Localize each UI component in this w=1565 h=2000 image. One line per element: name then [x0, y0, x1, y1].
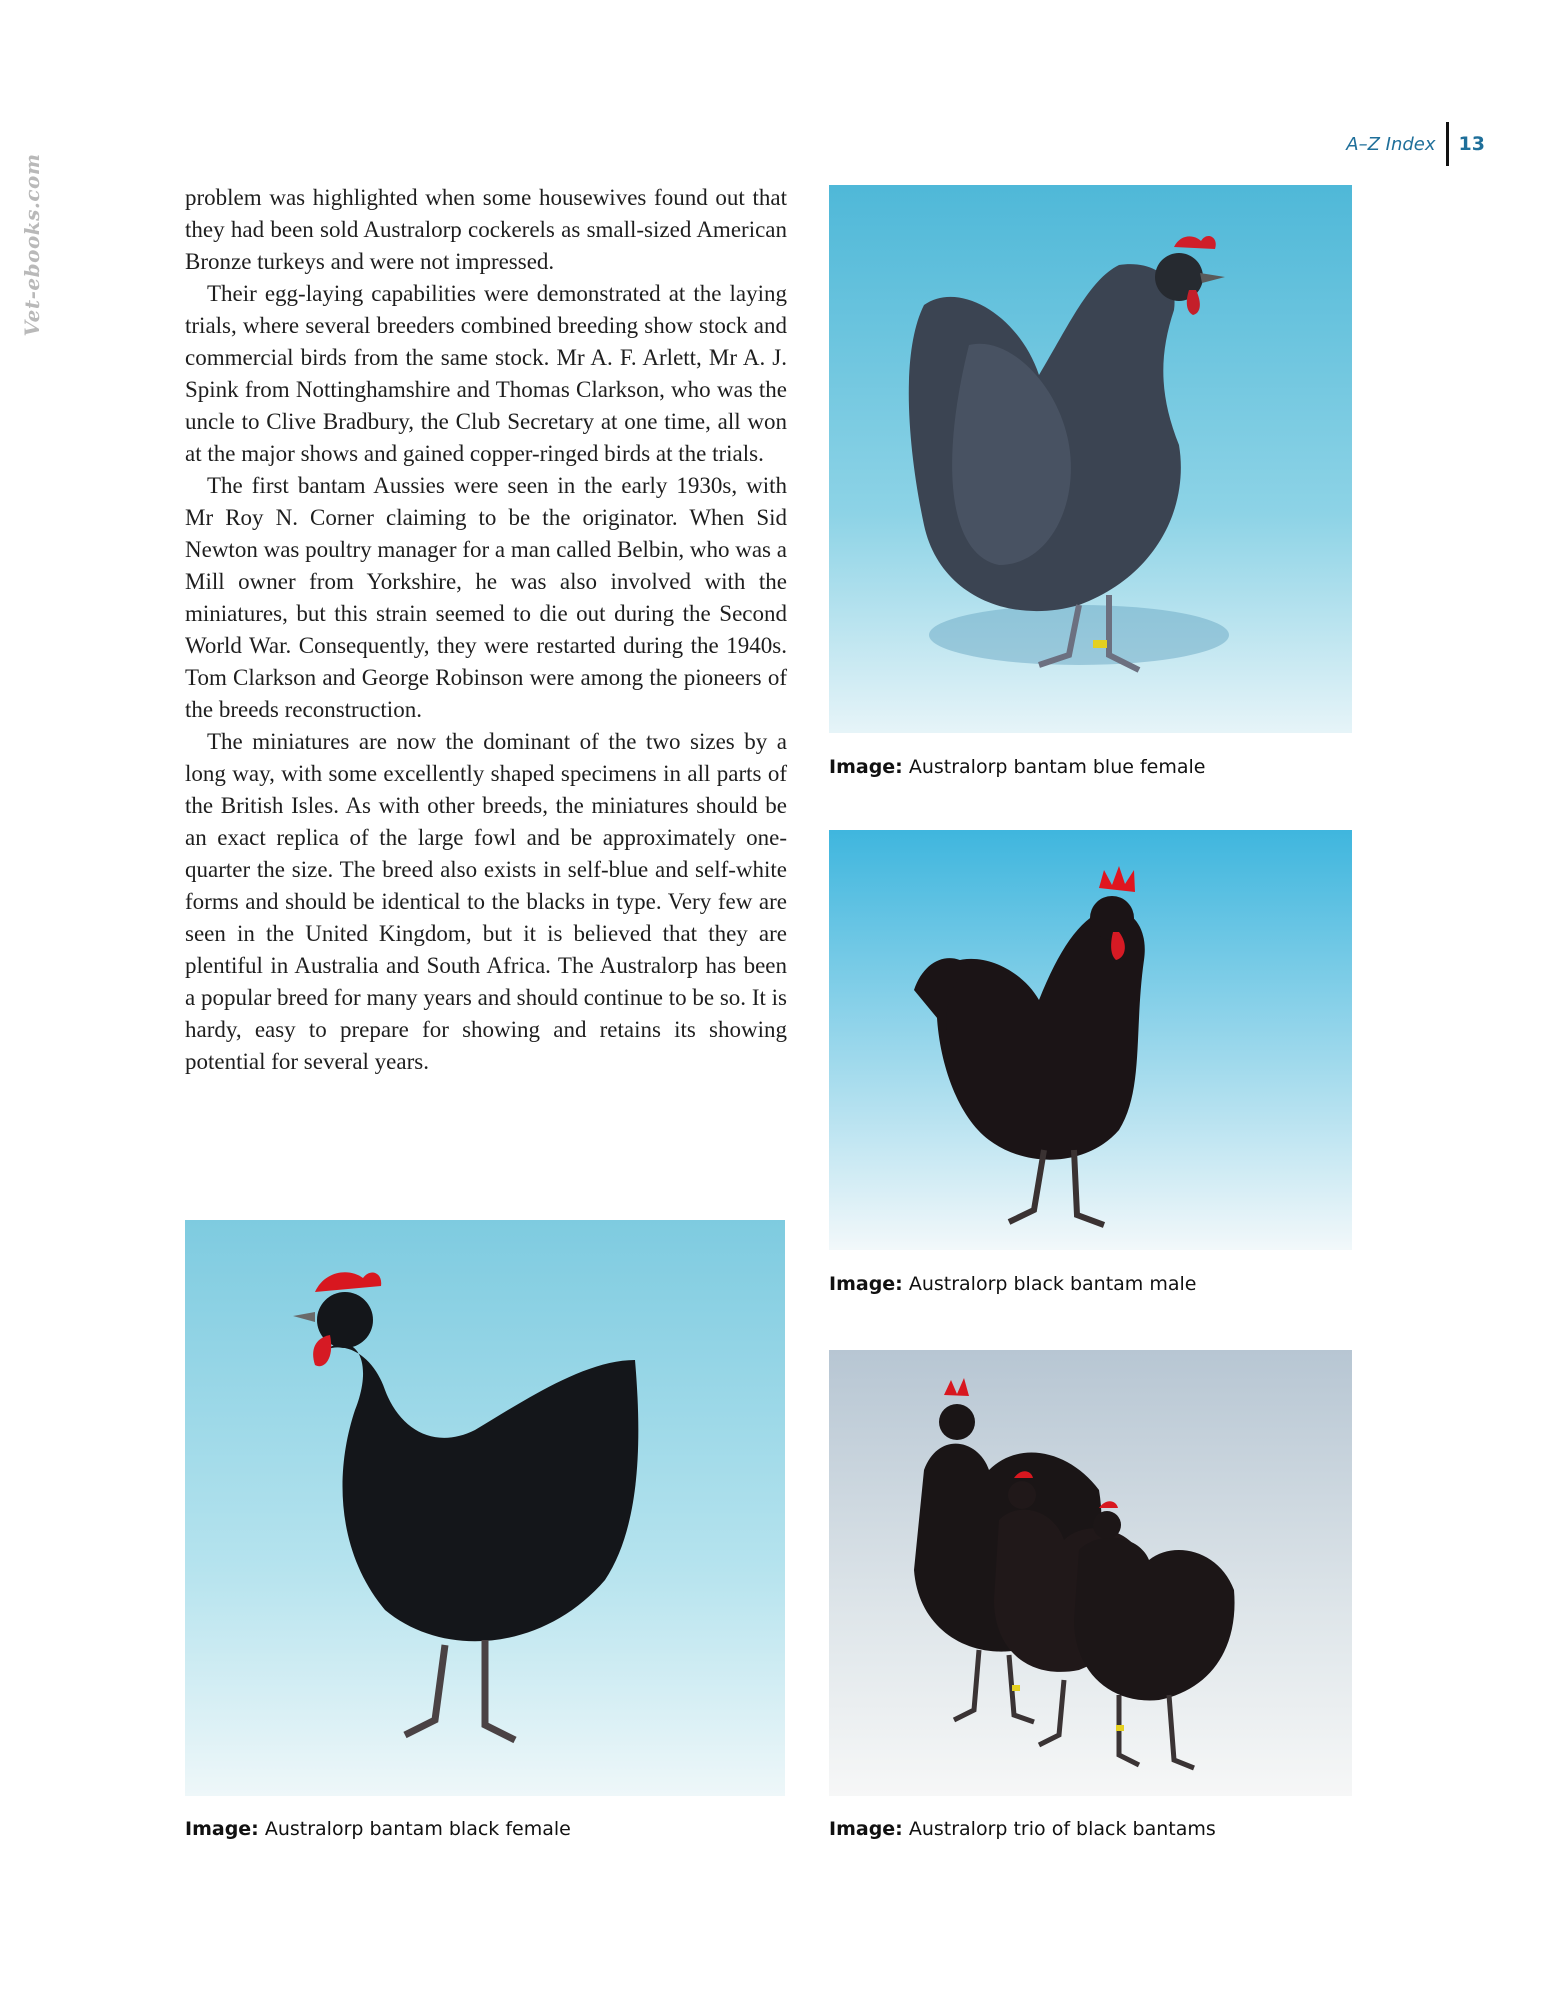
body-text: [185, 182, 787, 1078]
photo-black-trio: [829, 1350, 1352, 1796]
watermark-text: Vet-ebooks.com: [20, 153, 44, 337]
caption-text: Australorp trio of black bantams: [908, 1818, 1216, 1840]
caption-text: Australorp bantam blue female: [908, 756, 1206, 778]
page-number: 13: [1458, 133, 1485, 155]
paragraph: The miniatures are now the dominant of the two sizes by a long way, with some excellently shaped specimens in all parts of the British Isles. As with other breeds, the miniatures should be an exact replica of the large fowl and be approximately one-quarter the size. The breed also exists in self-blue and self-white forms and should be identical to the blacks in type. Very few are seen in the United Kingdom, but it is believed that they are plentiful in Australia and South Africa. The Australorp has been a popular breed for many years and should continue to be so. It is hardy, easy to prepare for showing and retains its showing potential for several years.: [185, 729, 787, 1074]
caption-text: Australorp bantam black female: [264, 1818, 571, 1840]
caption-black-trio: [829, 1818, 1216, 1840]
caption-black-female: [185, 1818, 571, 1840]
caption-prefix: Image:: [829, 1818, 903, 1840]
blue-hen-image: [829, 185, 1352, 733]
caption-black-male: [829, 1273, 1196, 1295]
paragraph: Their egg-laying capabilities were demonstrated at the laying trials, where several breeders combined breeding show stock and commercial birds from the same stock. Mr A. F. Arlett, Mr A. J. Spink from Nottinghamshire and Thomas Clarkson, who was the uncle to Clive Bradbury, the Club Secretary at one time, all won at the major shows and gained copper-ringed birds at the trials.: [185, 281, 787, 466]
paragraph: problem was highlighted when some housewives found out that they had been sold Australorp cockerels as small-sized American Bronze turkeys and were not impressed.: [185, 185, 787, 274]
running-header: [1346, 122, 1485, 166]
photo-black-female: [185, 1220, 785, 1796]
header-divider: [1446, 122, 1449, 166]
trio-image: [829, 1350, 1352, 1796]
caption-blue-female: [829, 756, 1205, 778]
watermark: [14, 153, 50, 337]
photo-black-male: [829, 830, 1352, 1250]
black-male-image: [829, 830, 1352, 1250]
paragraph: The first bantam Aussies were seen in the early 1930s, with Mr Roy N. Corner claiming to be the originator. When Sid Newton was poultry manager for a man called Belbin, who was a Mill owner from Yorkshire, he was also involved with the miniatures, but this strain seemed to die out during the Second World War. Consequently, they were restarted during the 1940s. Tom Clarkson and George Robinson were among the pioneers of the breeds reconstruction.: [185, 473, 787, 722]
photo-blue-female: [829, 185, 1352, 733]
caption-text: Australorp black bantam male: [908, 1273, 1197, 1295]
caption-prefix: Image:: [185, 1818, 259, 1840]
caption-prefix: Image:: [829, 756, 903, 778]
section-title: A–Z Index: [1346, 133, 1436, 155]
caption-prefix: Image:: [829, 1273, 903, 1295]
black-hen-image: [185, 1220, 785, 1796]
